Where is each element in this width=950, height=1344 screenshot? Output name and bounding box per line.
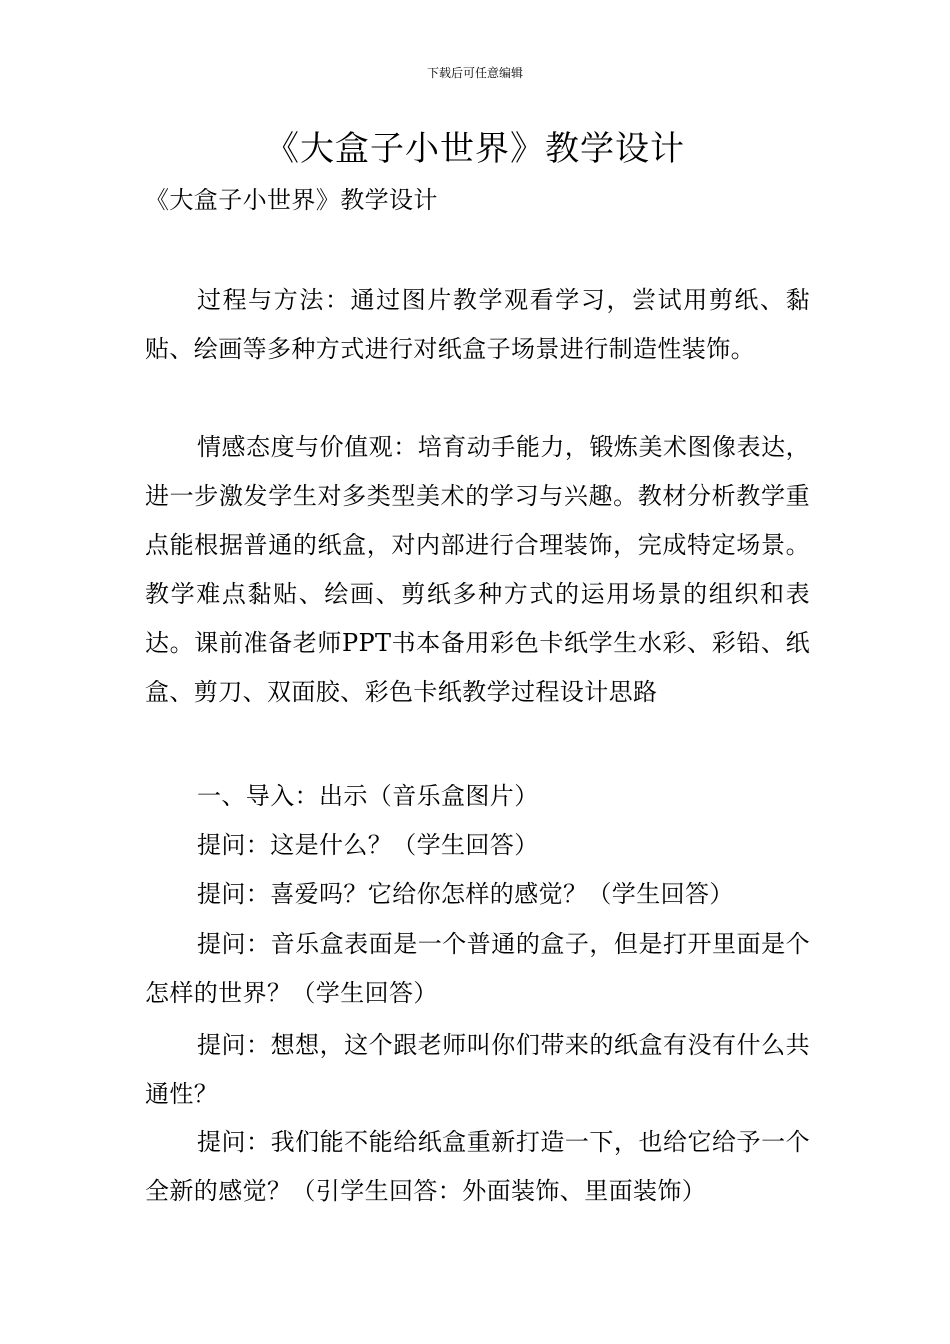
paragraph-question-5: 提问：我们能不能给纸盒重新打造一下，也给它给予一个全新的感觉？（引学生回答：外面装饰、里面装饰）: [145, 1128, 810, 1205]
paragraph-question-4: 提问：想想，这个跟老师叫你们带来的纸盒有没有什么共通性？: [145, 1031, 810, 1108]
document-subtitle: 《大盒子小世界》教学设计: [145, 186, 438, 214]
paragraph-emotion-values: 情感态度与价值观：培育动手能力，锻炼美术图像表达，进一步激发学生对多类型美术的学习与兴趣。教材分析教学重点能根据普通的纸盒，对内部进行合理装饰，完成特定场景。教学难点黏贴、绘画、剪纸多种方式的运用场景的组织和表达。课前准备老师PPT书本备用彩色卡纸学生水彩、彩铅、纸盒、剪刀、双面胶、彩色卡纸教学过程设计思路: [145, 433, 810, 706]
paragraph-question-3: 提问：音乐盒表面是一个普通的盒子，但是打开里面是个怎样的世界？（学生回答）: [145, 930, 810, 1007]
paragraph-question-1: 提问：这是什么？（学生回答）: [197, 831, 539, 859]
paragraph-intro: 一、导入：出示（音乐盒图片）: [197, 782, 539, 810]
paragraph-question-2: 提问：喜爱吗？它给你怎样的感觉？（学生回答）: [197, 880, 734, 908]
paragraph-process-method: 过程与方法：通过图片教学观看学习，尝试用剪纸、黏贴、绘画等多种方式进行对纸盒子场景进行制造性装饰。: [145, 286, 810, 363]
document-title: 《大盒子小世界》教学设计: [265, 129, 685, 169]
header-note: 下载后可任意编辑: [426, 66, 523, 80]
